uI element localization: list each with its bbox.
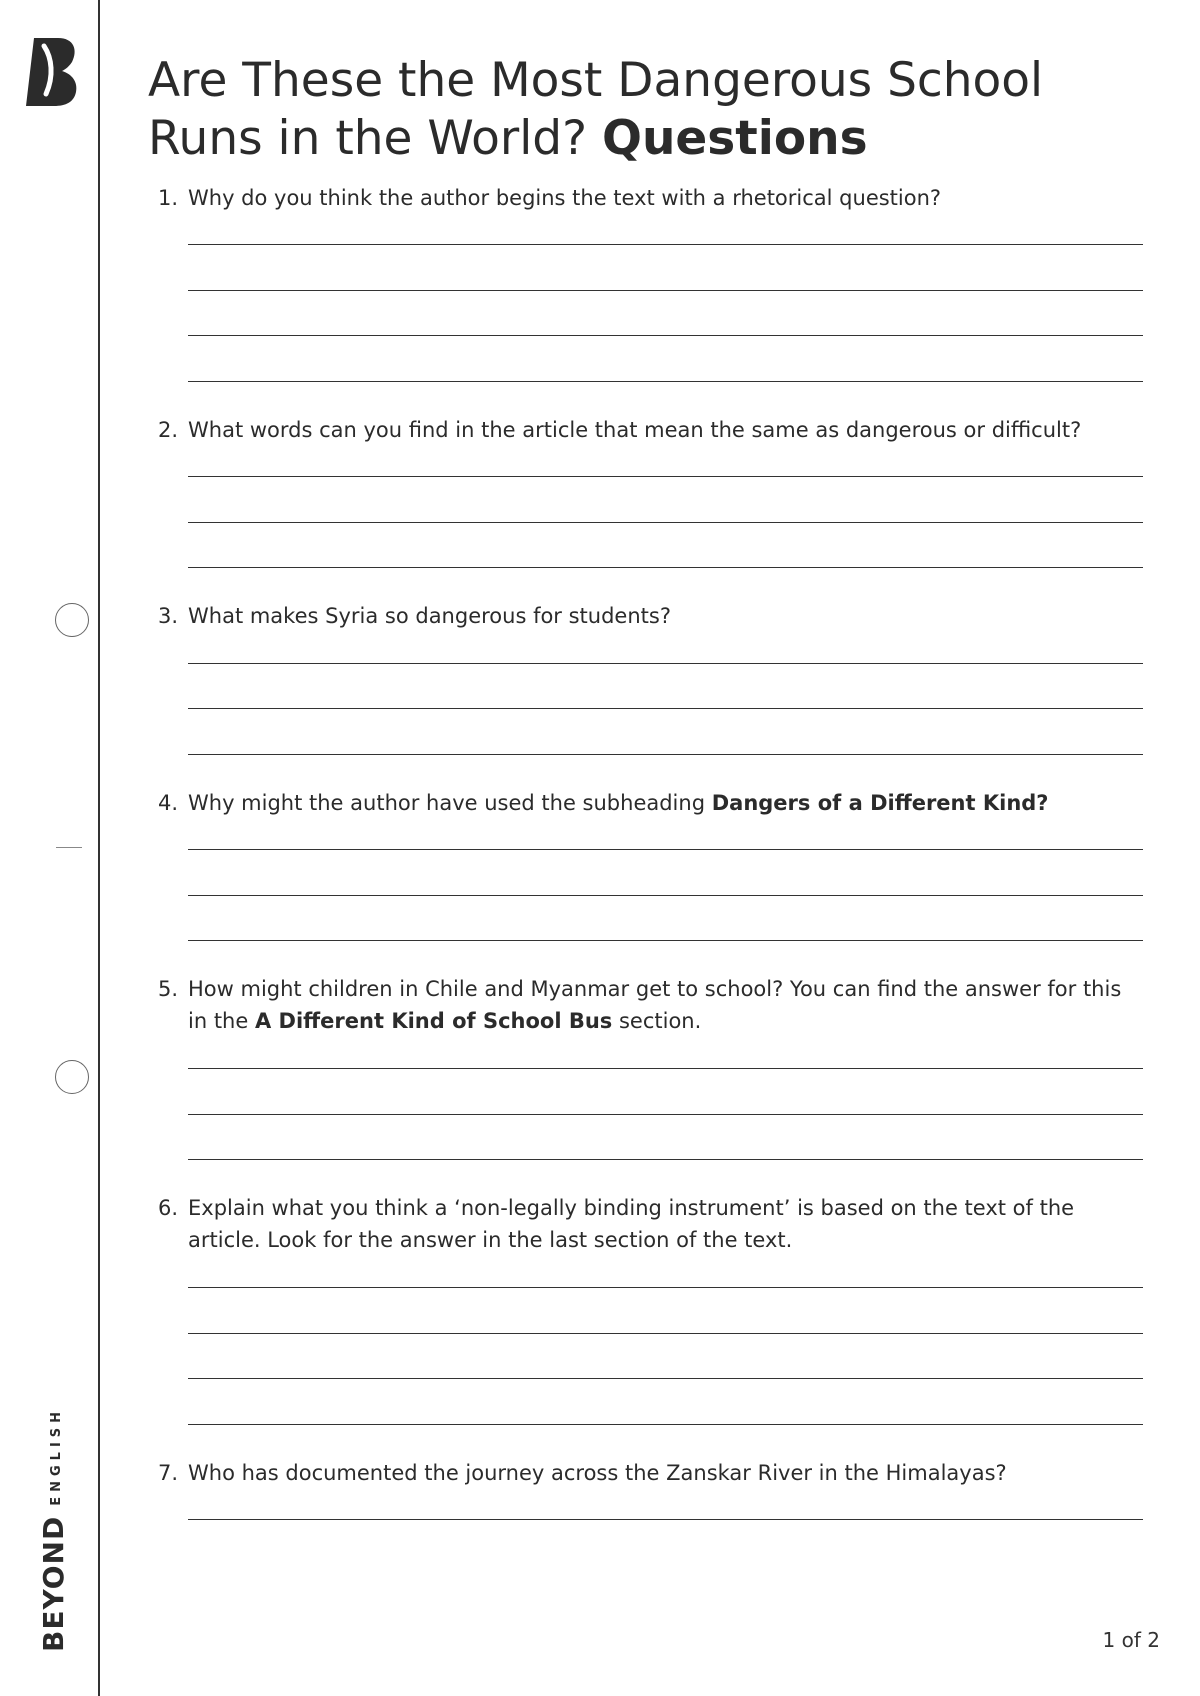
text-run: Who has documented the journey across the Zanskar River in the Himalayas? bbox=[188, 1461, 1007, 1485]
question-6 bbox=[158, 1192, 1143, 1256]
answer-line[interactable] bbox=[188, 1068, 1143, 1069]
text-run: Why might the author have used the subheading bbox=[188, 791, 712, 815]
title-main: Are These the Most Dangerous School Runs in the World? bbox=[148, 53, 1044, 166]
text-run: How might children in Chile and Myanmar get to school? You can find the answer for this in the bbox=[188, 977, 1122, 1033]
punch-hole bbox=[55, 603, 89, 637]
page-number: 1 of 2 bbox=[1102, 1628, 1160, 1652]
question-number: 1. bbox=[158, 186, 179, 210]
question-text bbox=[188, 973, 1143, 1037]
answer-line[interactable] bbox=[188, 244, 1143, 245]
answer-line[interactable] bbox=[188, 1114, 1143, 1115]
brand-sub: ENGLISH bbox=[49, 1406, 64, 1506]
text-run: Explain what you think a ‘non-legally binding instrument’ is based on the text of the article. Look for the answer in the last section of the text. bbox=[188, 1196, 1075, 1252]
answer-line[interactable] bbox=[188, 381, 1143, 382]
answer-line[interactable] bbox=[188, 1333, 1143, 1334]
question-3 bbox=[158, 600, 1143, 632]
fold-mark bbox=[56, 847, 82, 848]
answer-line[interactable] bbox=[188, 663, 1143, 664]
title-bold: Questions bbox=[602, 111, 868, 166]
answer-line[interactable] bbox=[188, 1287, 1143, 1288]
question-2 bbox=[158, 414, 1143, 446]
answer-line[interactable] bbox=[188, 335, 1143, 336]
bold-phrase: Dangers of a Different Kind? bbox=[711, 791, 1049, 815]
beyond-logo-icon bbox=[24, 36, 80, 108]
answer-line[interactable] bbox=[188, 522, 1143, 523]
question-number: 2. bbox=[158, 418, 179, 442]
question-text bbox=[188, 1192, 1143, 1256]
question-number: 6. bbox=[158, 1196, 179, 1220]
question-text bbox=[188, 1457, 1143, 1489]
answer-line[interactable] bbox=[188, 1378, 1143, 1379]
answer-line[interactable] bbox=[188, 940, 1143, 941]
question-number: 7. bbox=[158, 1461, 179, 1485]
bold-phrase: A Different Kind of School Bus bbox=[254, 1009, 613, 1033]
answer-line[interactable] bbox=[188, 1159, 1143, 1160]
question-4 bbox=[158, 787, 1143, 819]
margin-rule bbox=[98, 0, 100, 1696]
question-1 bbox=[158, 182, 1143, 214]
answer-line[interactable] bbox=[188, 1519, 1143, 1520]
question-number: 5. bbox=[158, 977, 179, 1001]
question-number: 3. bbox=[158, 604, 179, 628]
question-text bbox=[188, 787, 1143, 819]
question-text bbox=[188, 182, 1143, 214]
brand-name: BEYOND bbox=[37, 1515, 70, 1652]
brand-wordmark bbox=[37, 1407, 70, 1652]
question-text bbox=[188, 414, 1143, 446]
answer-line[interactable] bbox=[188, 567, 1143, 568]
answer-line[interactable] bbox=[188, 849, 1143, 850]
page-title bbox=[148, 52, 1158, 168]
text-run: Why do you think the author begins the text with a rhetorical question? bbox=[188, 186, 942, 210]
answer-line[interactable] bbox=[188, 476, 1143, 477]
question-5 bbox=[158, 973, 1143, 1037]
text-run: section. bbox=[612, 1009, 702, 1033]
answer-line[interactable] bbox=[188, 708, 1143, 709]
question-text bbox=[188, 600, 1143, 632]
punch-hole bbox=[55, 1060, 89, 1094]
question-7 bbox=[158, 1457, 1143, 1489]
question-number: 4. bbox=[158, 791, 179, 815]
answer-line[interactable] bbox=[188, 754, 1143, 755]
text-run: What makes Syria so dangerous for students? bbox=[188, 604, 671, 628]
text-run: What words can you find in the article that mean the same as dangerous or difficult? bbox=[188, 418, 1082, 442]
answer-line[interactable] bbox=[188, 290, 1143, 291]
answer-line[interactable] bbox=[188, 895, 1143, 896]
answer-line[interactable] bbox=[188, 1424, 1143, 1425]
